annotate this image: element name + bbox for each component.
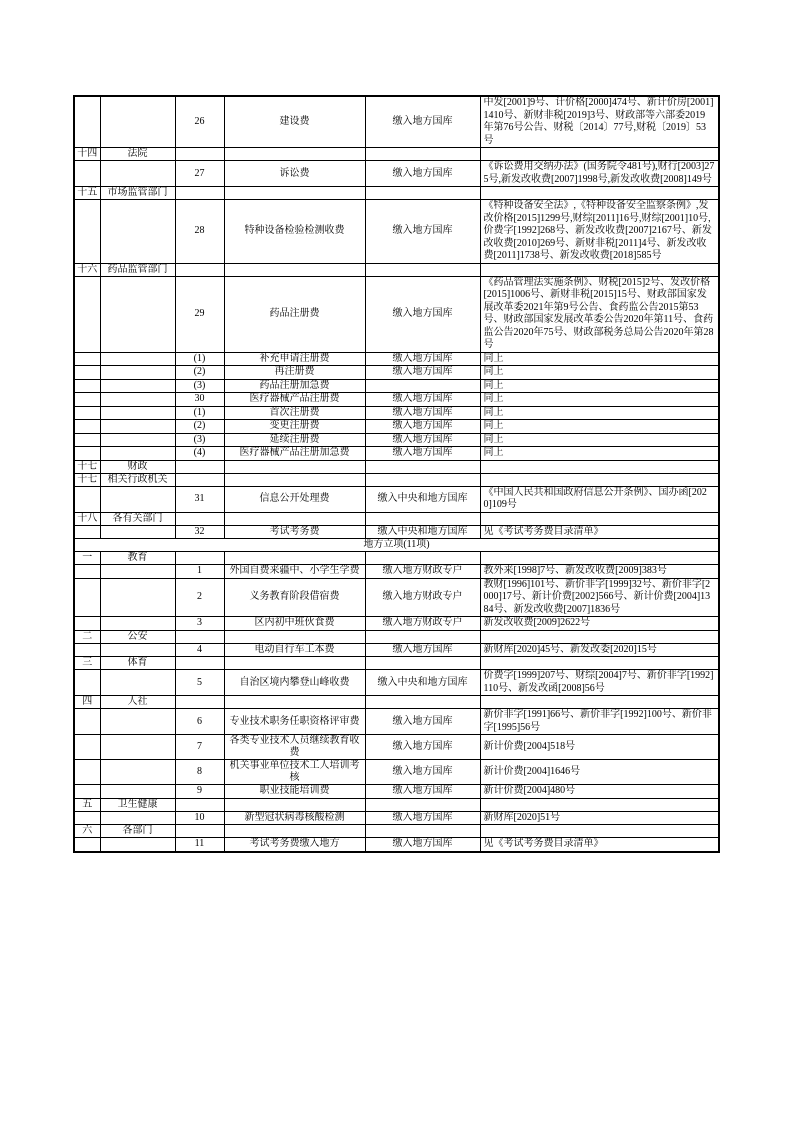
roman-numeral-cell (74, 617, 100, 631)
fee-name-cell (224, 460, 365, 473)
department-cell (100, 785, 175, 799)
seq-number-cell (175, 512, 224, 525)
treasury-cell: 缴入地方国库 (365, 785, 480, 799)
fee-name-cell: 医疗器械产品注册加急费 (224, 447, 365, 461)
roman-numeral-cell: 二 (74, 630, 100, 643)
treasury-cell (365, 798, 480, 811)
treasury-cell: 缴入地方国库 (365, 96, 480, 148)
basis-cell: 见《考试考务费目录清单》 (480, 838, 719, 852)
section-row (74, 460, 719, 473)
department-cell (100, 406, 175, 420)
department-cell: 卫生健康 (100, 798, 175, 811)
seq-number-cell: (1) (175, 406, 224, 420)
treasury-cell (365, 630, 480, 643)
fee-name-cell (224, 630, 365, 643)
seq-number-cell (175, 473, 224, 486)
treasury-cell: 缴入地方国库 (365, 643, 480, 657)
fee-name-cell: 专业技术职务任职资格评审费 (224, 709, 365, 735)
roman-numeral-cell (74, 379, 100, 393)
treasury-cell: 缴入地方国库 (365, 366, 480, 380)
fee-table (73, 95, 720, 853)
table-row (74, 670, 719, 696)
department-cell (100, 420, 175, 434)
table-row (74, 96, 719, 148)
fee-name-cell (224, 552, 365, 565)
fee-name-cell (224, 473, 365, 486)
basis-cell: 教财[1996]101号、新价非字[1999]32号、新价非字[2000]17号、新计价费[2002]566号、新计价费[2004]1384号、新发改收费[2007]1836号 (480, 578, 719, 617)
treasury-cell: 缴入地方国库 (365, 838, 480, 852)
seq-number-cell: 10 (175, 811, 224, 825)
treasury-cell (365, 379, 480, 393)
basis-cell: 新计价费[2004]518号 (480, 735, 719, 760)
roman-numeral-cell: 十八 (74, 512, 100, 525)
basis-cell: 新财库[2020]45号、新发改委[2020]15号 (480, 643, 719, 657)
treasury-cell: 缴入地方国库 (365, 433, 480, 447)
department-cell: 教育 (100, 552, 175, 565)
roman-numeral-cell: 三 (74, 657, 100, 670)
section-row (74, 657, 719, 670)
seq-number-cell (175, 657, 224, 670)
treasury-cell (365, 512, 480, 525)
basis-cell (480, 630, 719, 643)
basis-cell: 新计价费[2004]480号 (480, 785, 719, 799)
seq-number-cell: 1 (175, 565, 224, 579)
roman-numeral-cell (74, 811, 100, 825)
seq-number-cell: 8 (175, 760, 224, 785)
table-row (74, 578, 719, 617)
roman-numeral-cell (74, 393, 100, 407)
department-cell (100, 565, 175, 579)
treasury-cell (365, 148, 480, 161)
basis-cell (480, 798, 719, 811)
table-row (74, 420, 719, 434)
treasury-cell: 缴入地方国库 (365, 811, 480, 825)
treasury-cell: 缴入地方财政专户 (365, 565, 480, 579)
roman-numeral-cell: 四 (74, 696, 100, 709)
section-row (74, 473, 719, 486)
table-row (74, 393, 719, 407)
section-row (74, 798, 719, 811)
roman-numeral-cell: 十六 (74, 263, 100, 276)
section-row (74, 696, 719, 709)
roman-numeral-cell (74, 670, 100, 696)
roman-numeral-cell (74, 760, 100, 785)
fee-name-cell: 再注册费 (224, 366, 365, 380)
basis-cell: 新财库[2020]51号 (480, 811, 719, 825)
department-cell (100, 670, 175, 696)
seq-number-cell (175, 460, 224, 473)
fee-name-cell (224, 263, 365, 276)
basis-cell: 《特种设备安全法》,《特种设备安全监察条例》,发改价格[2015]1299号,财综[2011]16号,财综[2001]10号,价费字[1992]268号、新发改收费[2007]2167号、新发改收费[2010]269号、新财非税[2011]4号、新发改收费[2011]1738号、新发改收费[2018]585号 (480, 200, 719, 264)
treasury-cell: 缴入地方国库 (365, 161, 480, 187)
treasury-cell (365, 473, 480, 486)
treasury-cell (365, 187, 480, 200)
treasury-cell: 缴入中央和地方国库 (365, 670, 480, 696)
roman-numeral-cell: 五 (74, 798, 100, 811)
fee-name-cell: 考试考务费 (224, 525, 365, 539)
fee-name-cell (224, 512, 365, 525)
department-cell (100, 709, 175, 735)
department-cell (100, 379, 175, 393)
treasury-cell: 缴入地方财政专户 (365, 578, 480, 617)
department-cell (100, 617, 175, 631)
basis-cell: 新价非字[1991]66号、新价非字[1992]100号、新价非字[1995]56号 (480, 709, 719, 735)
department-cell: 法院 (100, 148, 175, 161)
fee-name-cell: 义务教育阶段借宿费 (224, 578, 365, 617)
seq-number-cell: (1) (175, 352, 224, 366)
fee-name-cell: 补充申请注册费 (224, 352, 365, 366)
fee-name-cell: 药品注册费 (224, 276, 365, 352)
department-cell: 财政 (100, 460, 175, 473)
roman-numeral-cell (74, 96, 100, 148)
table-row (74, 709, 719, 735)
fee-name-cell (224, 148, 365, 161)
department-cell (100, 735, 175, 760)
treasury-cell: 缴入地方财政专户 (365, 617, 480, 631)
department-cell (100, 96, 175, 148)
roman-numeral-cell (74, 525, 100, 539)
basis-cell: 同上 (480, 352, 719, 366)
seq-number-cell (175, 552, 224, 565)
treasury-cell (365, 552, 480, 565)
seq-number-cell: 2 (175, 578, 224, 617)
fee-name-cell: 区内初中班伙食费 (224, 617, 365, 631)
section-row (74, 512, 719, 525)
fee-name-cell: 首次注册费 (224, 406, 365, 420)
basis-cell: 新发改收费[2009]2622号 (480, 617, 719, 631)
section-row (74, 552, 719, 565)
fee-name-cell: 机关事业单位技术工人培训考核 (224, 760, 365, 785)
roman-numeral-cell (74, 486, 100, 512)
roman-numeral-cell (74, 735, 100, 760)
table-row (74, 838, 719, 852)
seq-number-cell: 7 (175, 735, 224, 760)
roman-numeral-cell (74, 565, 100, 579)
table-row (74, 379, 719, 393)
roman-numeral-cell: 十四 (74, 148, 100, 161)
basis-cell: 中发[2001]9号、计价格[2000]474号、新计价房[2001]1410号、新财非税[2019]3号、财政部等六部委2019年第76号公告、财税〔2014〕77号,财税〔2019〕53号 (480, 96, 719, 148)
seq-number-cell: (3) (175, 433, 224, 447)
roman-numeral-cell (74, 578, 100, 617)
basis-cell: 教外来[1998]7号、新发改收费[2009]383号 (480, 565, 719, 579)
seq-number-cell: 6 (175, 709, 224, 735)
department-cell (100, 760, 175, 785)
seq-number-cell (175, 263, 224, 276)
fee-name-cell: 自治区境内攀登山峰收费 (224, 670, 365, 696)
basis-cell (480, 696, 719, 709)
seq-number-cell: (3) (175, 379, 224, 393)
basis-cell: 新计价费[2004]1646号 (480, 760, 719, 785)
table-row (74, 785, 719, 799)
roman-numeral-cell: 十七 (74, 460, 100, 473)
roman-numeral-cell (74, 200, 100, 264)
treasury-cell: 缴入地方国库 (365, 420, 480, 434)
treasury-cell: 缴入地方国库 (365, 735, 480, 760)
roman-numeral-cell: 一 (74, 552, 100, 565)
department-cell: 体育 (100, 657, 175, 670)
department-cell: 公安 (100, 630, 175, 643)
department-cell: 各有关部门 (100, 512, 175, 525)
seq-number-cell: 5 (175, 670, 224, 696)
table-row (74, 811, 719, 825)
fee-name-cell (224, 187, 365, 200)
fee-name-cell: 特种设备检验检测收费 (224, 200, 365, 264)
section-row (74, 630, 719, 643)
seq-number-cell (175, 187, 224, 200)
treasury-cell: 缴入地方国库 (365, 200, 480, 264)
treasury-cell (365, 696, 480, 709)
roman-numeral-cell (74, 161, 100, 187)
seq-number-cell (175, 825, 224, 838)
basis-cell: 同上 (480, 393, 719, 407)
seq-number-cell: 28 (175, 200, 224, 264)
basis-cell: 同上 (480, 366, 719, 380)
seq-number-cell: (4) (175, 447, 224, 461)
roman-numeral-cell (74, 366, 100, 380)
roman-numeral-cell (74, 420, 100, 434)
seq-number-cell (175, 148, 224, 161)
fee-name-cell (224, 657, 365, 670)
fee-name-cell: 药品注册加急费 (224, 379, 365, 393)
roman-numeral-cell (74, 447, 100, 461)
seq-number-cell: 30 (175, 393, 224, 407)
section-row (74, 263, 719, 276)
treasury-cell: 缴入地方国库 (365, 393, 480, 407)
treasury-cell: 缴入地方国库 (365, 447, 480, 461)
basis-cell: 《药品管理法实施条例》、财税[2015]2号、发改价格[2015]1006号、新财非税[2015]15号、财政部国家发展改革委2021年第9号公告、食药监公告2015第53号、财政部国家发展改革委公告2020年第11号、食药监公告2020年75号、财政部税务总局公告2020年第28号 (480, 276, 719, 352)
basis-cell (480, 825, 719, 838)
treasury-cell: 缴入地方国库 (365, 352, 480, 366)
department-cell (100, 200, 175, 264)
fee-name-cell: 职业技能培训费 (224, 785, 365, 799)
basis-cell: 同上 (480, 420, 719, 434)
table-row (74, 735, 719, 760)
department-cell (100, 578, 175, 617)
span-row-label: 地方立项(11项) (74, 539, 719, 552)
treasury-cell: 缴入中央和地方国库 (365, 525, 480, 539)
table-row (74, 447, 719, 461)
department-cell: 各部门 (100, 825, 175, 838)
department-cell (100, 486, 175, 512)
fee-name-cell (224, 798, 365, 811)
basis-cell (480, 512, 719, 525)
seq-number-cell: 11 (175, 838, 224, 852)
table-row (74, 433, 719, 447)
basis-cell (480, 552, 719, 565)
span-row (74, 539, 719, 552)
table-row (74, 617, 719, 631)
seq-number-cell: 4 (175, 643, 224, 657)
table-row (74, 352, 719, 366)
department-cell (100, 838, 175, 852)
table-row (74, 486, 719, 512)
table-row (74, 760, 719, 785)
basis-cell: 同上 (480, 433, 719, 447)
fee-name-cell: 医疗器械产品注册费 (224, 393, 365, 407)
department-cell: 相关行政机关 (100, 473, 175, 486)
department-cell: 药品监管部门 (100, 263, 175, 276)
seq-number-cell: (2) (175, 420, 224, 434)
seq-number-cell: 3 (175, 617, 224, 631)
basis-cell (480, 473, 719, 486)
department-cell (100, 643, 175, 657)
fee-name-cell: 信息公开处理费 (224, 486, 365, 512)
basis-cell (480, 460, 719, 473)
department-cell: 市场监管部门 (100, 187, 175, 200)
seq-number-cell (175, 696, 224, 709)
table-row (74, 161, 719, 187)
section-row (74, 825, 719, 838)
fee-name-cell: 新型冠状病毒核酸检测 (224, 811, 365, 825)
fee-name-cell (224, 696, 365, 709)
department-cell (100, 811, 175, 825)
seq-number-cell (175, 798, 224, 811)
fee-name-cell: 诉讼费 (224, 161, 365, 187)
roman-numeral-cell: 十七 (74, 473, 100, 486)
seq-number-cell: 9 (175, 785, 224, 799)
basis-cell: 见《考试考务费目录清单》 (480, 525, 719, 539)
section-row (74, 187, 719, 200)
treasury-cell: 缴入地方国库 (365, 406, 480, 420)
roman-numeral-cell (74, 433, 100, 447)
seq-number-cell: 31 (175, 486, 224, 512)
table-row (74, 366, 719, 380)
department-cell (100, 366, 175, 380)
department-cell (100, 393, 175, 407)
fee-name-cell: 变更注册费 (224, 420, 365, 434)
treasury-cell: 缴入地方国库 (365, 760, 480, 785)
treasury-cell: 缴入地方国库 (365, 276, 480, 352)
basis-cell: 同上 (480, 447, 719, 461)
department-cell (100, 352, 175, 366)
treasury-cell (365, 657, 480, 670)
basis-cell: 同上 (480, 379, 719, 393)
roman-numeral-cell (74, 838, 100, 852)
table-row (74, 200, 719, 264)
treasury-cell (365, 263, 480, 276)
document-page (73, 95, 720, 853)
roman-numeral-cell (74, 406, 100, 420)
basis-cell: 同上 (480, 406, 719, 420)
fee-name-cell: 外国自费来疆中、小学生学费 (224, 565, 365, 579)
roman-numeral-cell: 六 (74, 825, 100, 838)
basis-cell (480, 187, 719, 200)
seq-number-cell: (2) (175, 366, 224, 380)
department-cell (100, 525, 175, 539)
seq-number-cell: 29 (175, 276, 224, 352)
table-row (74, 565, 719, 579)
table-row (74, 643, 719, 657)
roman-numeral-cell (74, 709, 100, 735)
table-row (74, 525, 719, 539)
table-row (74, 276, 719, 352)
fee-name-cell: 延续注册费 (224, 433, 365, 447)
roman-numeral-cell (74, 276, 100, 352)
seq-number-cell: 27 (175, 161, 224, 187)
seq-number-cell (175, 630, 224, 643)
basis-cell (480, 657, 719, 670)
treasury-cell (365, 460, 480, 473)
department-cell: 人社 (100, 696, 175, 709)
section-row (74, 148, 719, 161)
basis-cell (480, 263, 719, 276)
treasury-cell: 缴入地方国库 (365, 709, 480, 735)
basis-cell: 《诉讼费用交纳办法》(国务院令481号),财行[2003]275号,新发改收费[2007]1998号,新发改收费[2008]149号 (480, 161, 719, 187)
roman-numeral-cell (74, 352, 100, 366)
treasury-cell (365, 825, 480, 838)
fee-name-cell: 建设费 (224, 96, 365, 148)
table-row (74, 406, 719, 420)
treasury-cell: 缴入中央和地方国库 (365, 486, 480, 512)
department-cell (100, 433, 175, 447)
fee-name-cell: 电动自行车工本费 (224, 643, 365, 657)
roman-numeral-cell (74, 785, 100, 799)
seq-number-cell: 32 (175, 525, 224, 539)
fee-name-cell: 考试考务费缴入地方 (224, 838, 365, 852)
fee-name-cell: 各类专业技术人员继续教育收费 (224, 735, 365, 760)
basis-cell (480, 148, 719, 161)
basis-cell: 《中国人民共和国政府信息公开条例》、国办函[2020]109号 (480, 486, 719, 512)
department-cell (100, 447, 175, 461)
roman-numeral-cell: 十五 (74, 187, 100, 200)
fee-table-body (74, 96, 719, 852)
fee-name-cell (224, 825, 365, 838)
department-cell (100, 276, 175, 352)
department-cell (100, 161, 175, 187)
roman-numeral-cell (74, 643, 100, 657)
basis-cell: 价费字[1999]207号、财综[2004]7号、新价非字[1992]110号、新发改函[2008]56号 (480, 670, 719, 696)
seq-number-cell: 26 (175, 96, 224, 148)
